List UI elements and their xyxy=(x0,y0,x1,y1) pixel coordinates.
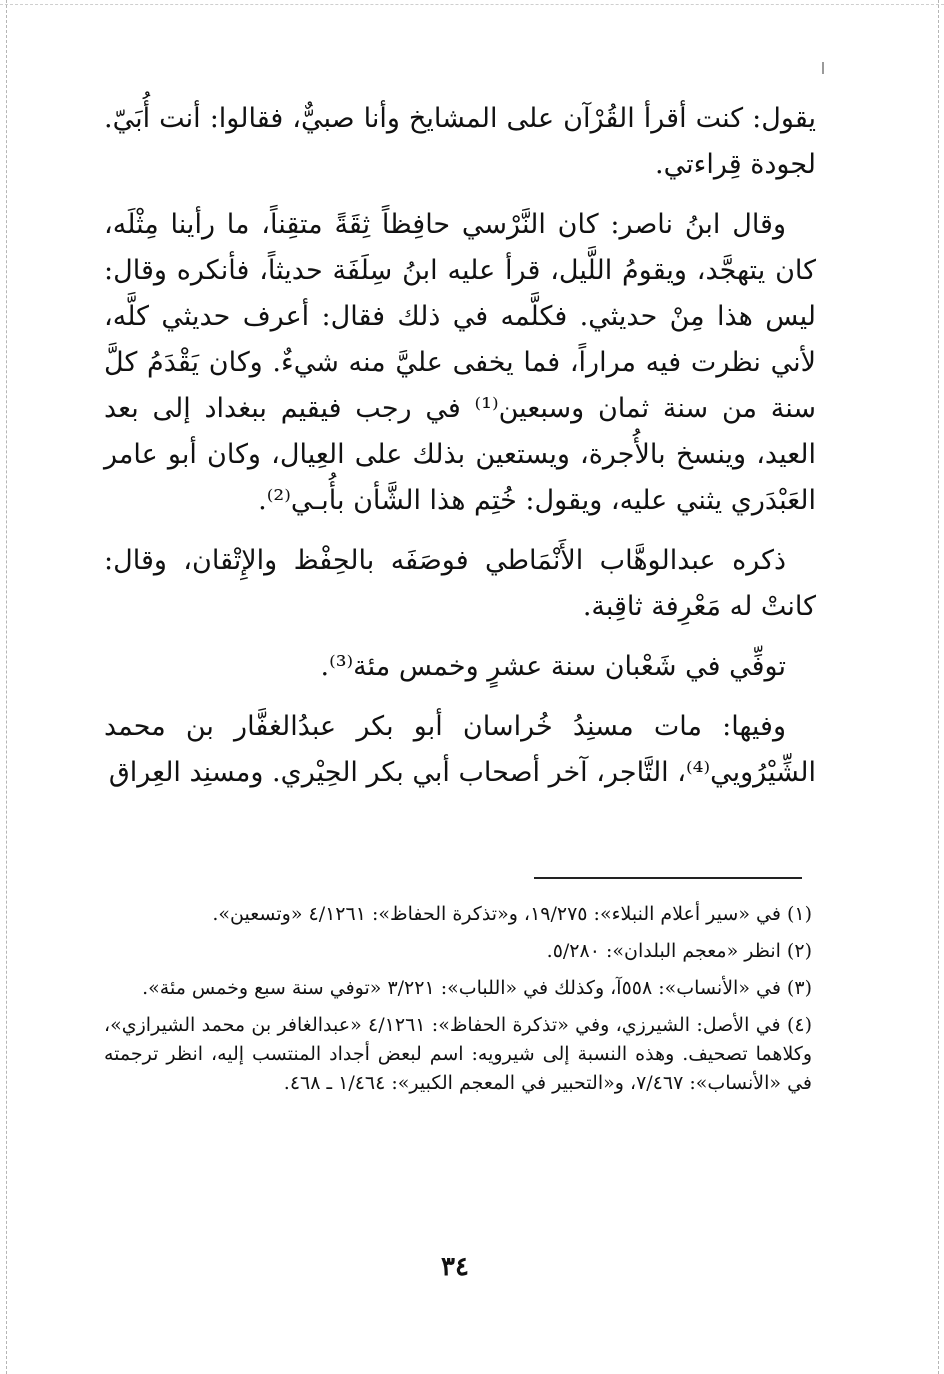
scan-speck xyxy=(822,62,824,74)
paragraph-3: ذكره عبدالوهَّاب الأَنْمَاطي فوصَفَه بالحِفْظ والإِتْقان، وقال: كانتْ له مَعْرِفة ثاقِبة. xyxy=(104,545,816,622)
main-text xyxy=(104,96,816,810)
footnote-separator xyxy=(534,877,802,879)
scan-edge-left xyxy=(6,0,7,1374)
paragraph-2: وقال ابنُ ناصر: كان النَّرْسي حافِظاً ثِقَةً متقِناً، ما رأينا مِثْلَه، كان يتهجَّد، ويقومُ اللَّيل، قرأ عليه ابنُ سِلَفَة حديثاً، فأنكره وقال: ليس هذا مِنْ حديثي. فكلَّمه في ذلك فقال: أعرف حديثي كلَّه، لأني نظرت فيه مراراً، فما يخفى عليَّ منه شيءٌ. وكان يَقْدَمُ كلَّ سنة من سنة ثمان وسبعين⁽¹⁾ في رجب فيقيم ببغداد إلى بعد العيد، وينسخ بالأُجرة، ويستعين بذلك على العِيال، وكان أبو عامر العَبْدَري يثني عليه، ويقول: خُتِم هذا الشَّأن بأُبـي⁽²⁾. xyxy=(104,209,817,516)
footnote-4: (٤) في الأصل: الشيرزي، وفي «تذكرة الحفاظ»: ٤/١٢٦١ «عبدالغافر بن محمد الشيرازي»، وكلاهما تصحيف. وهذه النسبة إلى شيرويه: اسم لبعض أجداد المنتسب إليه، انظر ترجمته في «الأنساب»: ٧/٤٦٧، و«التحبير في المعجم الكبير»: ١/٤٦٤ ـ ٤٦٨. xyxy=(104,1014,812,1094)
paragraph-5: وفيها: مات مسنِدُ خُراسان أبو بكر عبدُالغفَّار بن محمد الشِّيْرُويي⁽⁴⁾، التَّاجر، آخر أصحاب أبي بكر الحِيْري. ومسنِد العِراق xyxy=(104,711,816,788)
scan-edge-right xyxy=(938,0,939,1374)
footnotes xyxy=(104,900,812,1106)
scan-edge-top xyxy=(0,4,944,5)
footnote-3: (٣) في «الأنساب»: ٥٥٨آ، وكذلك في «اللباب»: ٣/٢٢١ «توفي سنة سبع وخمس مئة». xyxy=(142,977,812,999)
paragraph-4: توفِّي في شَعْبان سنة عشرٍ وخمس مئة⁽³⁾. xyxy=(320,651,786,682)
footnote-1: (١) في «سير أعلام النبلاء»: ١٩/٢٧٥، و«تذكرة الحفاظ»: ٤/١٢٦١ «وتسعين». xyxy=(212,903,812,925)
paragraph-1: يقول: كنت أقرأ القُرْآن على المشايخ وأنا صبيٌّ، فقالوا: أنت أُبَيّ. لجودة قِراءتي. xyxy=(104,103,816,180)
footnote-2: (٢) انظر «معجم البلدان»: ٥/٢٨٠. xyxy=(546,940,812,962)
page-number: ٣٤ xyxy=(441,1252,469,1282)
